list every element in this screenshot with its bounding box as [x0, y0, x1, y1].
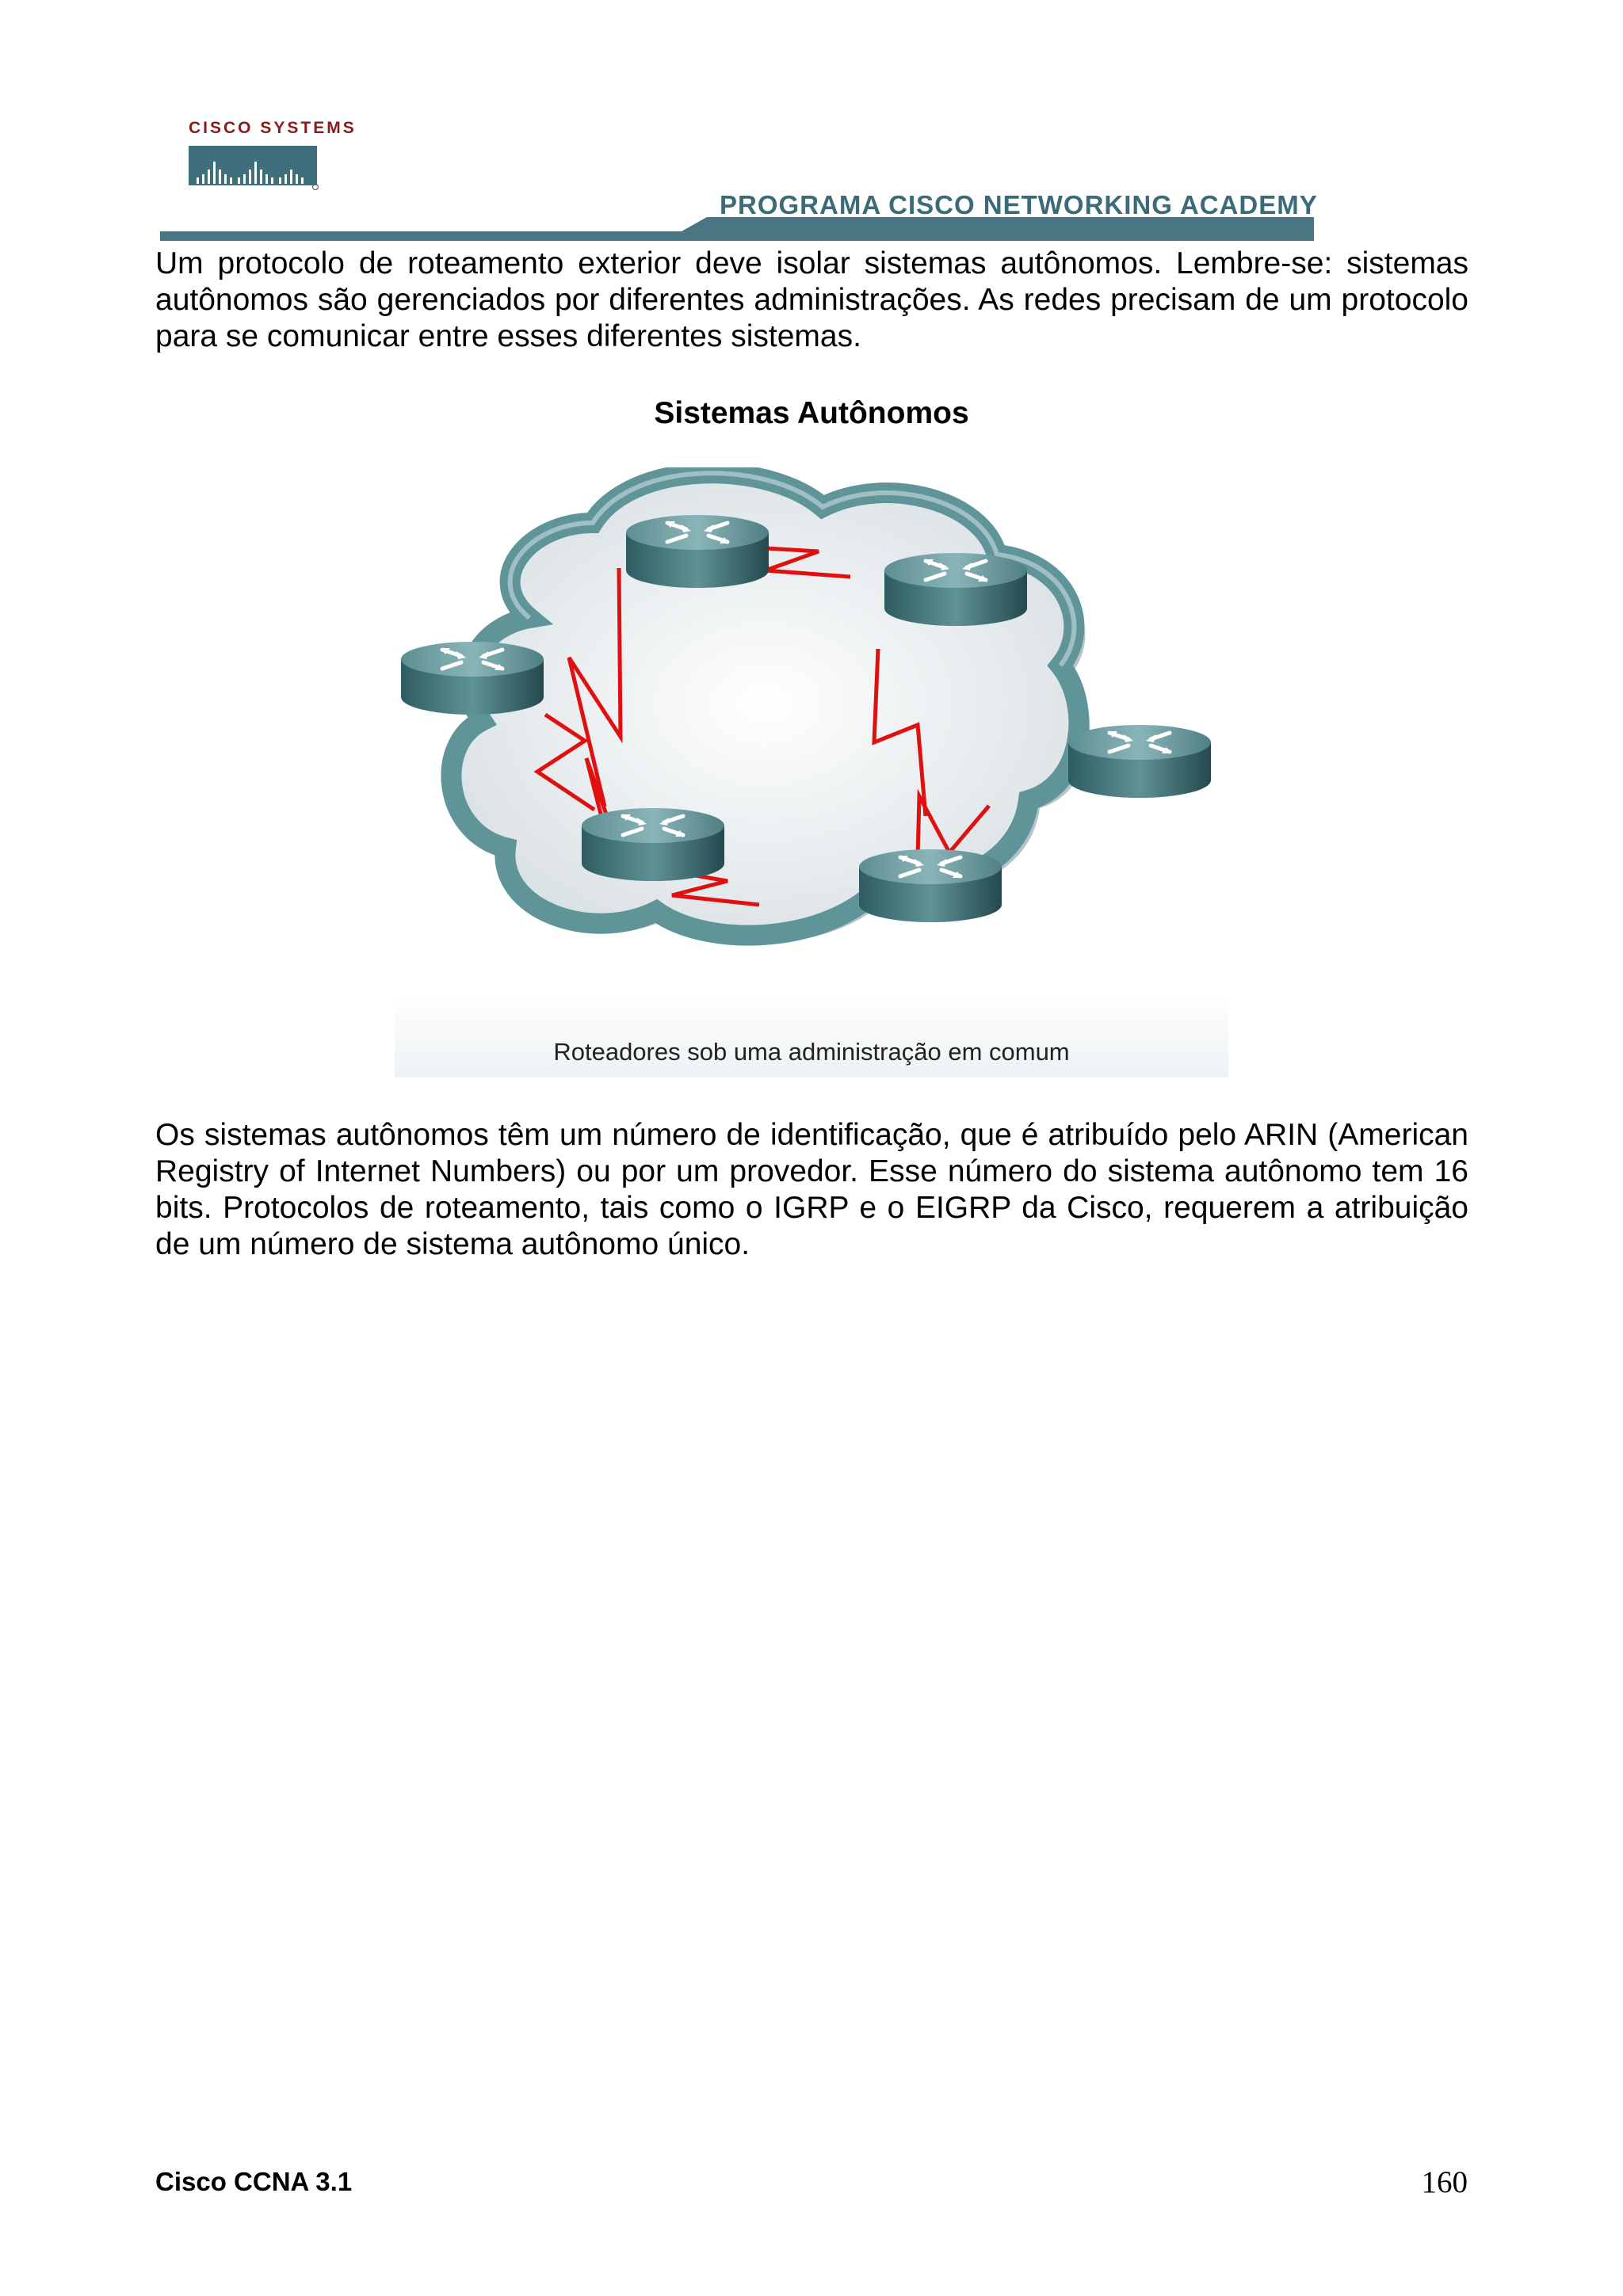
router-icon — [582, 808, 724, 881]
cisco-systems-logo — [189, 119, 357, 190]
router-icon — [859, 849, 1002, 922]
router-icon — [884, 553, 1027, 626]
as-number-paragraph: Os sistemas autônomos têm um número de identificação, que é atribuído pelo ARIN (American Registry of Internet Numbers) ou por um provedor. Esse número do sistema autônomo tem 16 bits. Protocolos de roteamento, tais como o IGRP e o EIGRP da Cisco, requerem a atribuição de um número de sistema autônomo único. — [155, 1118, 1468, 1261]
autonomous-system-diagram — [395, 467, 1228, 1077]
intro-paragraph: Um protocolo de roteamento exterior deve isolar sistemas autônomos. Lembre-se: sistemas autônomos são gerenciados por diferentes administrações. As redes precisam de um protocolo para se comunicar entre esses diferentes sistemas. — [155, 246, 1468, 353]
page-number: 160 — [1421, 2165, 1468, 2199]
router-icon — [1068, 725, 1211, 798]
figure-title: Sistemas Autônomos — [654, 396, 969, 430]
router-icon — [626, 515, 769, 588]
router-icon — [401, 642, 544, 715]
figure-caption: Roteadores sob uma administração em comum — [553, 1038, 1070, 1066]
logo-bars-icon — [189, 146, 319, 190]
academy-banner-text: PROGRAMA CISCO NETWORKING ACADEMY — [720, 190, 1318, 219]
footer-course-name: Cisco CCNA 3.1 — [155, 2167, 353, 2196]
logo-wordmark: CISCO SYSTEMS — [189, 119, 357, 137]
